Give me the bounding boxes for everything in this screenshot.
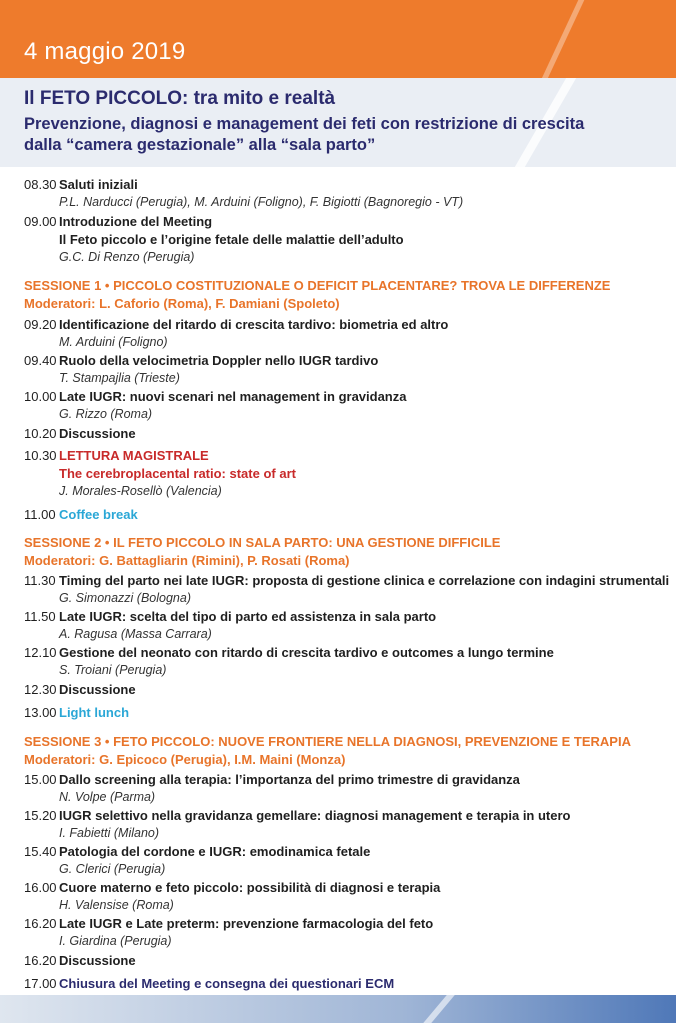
lecture-item (24, 448, 209, 463)
item-time: 13.00 (24, 705, 57, 720)
item-title: IUGR selettivo nella gravidanza gemellare: diagnosi management e terapia in utero (59, 808, 571, 823)
item-time: 16.00 (24, 880, 57, 895)
subtitle-line-1: Prevenzione, diagnosi e management dei feti con restrizione di crescita (24, 115, 585, 133)
date-banner (0, 0, 676, 78)
item-speaker: I. Fabietti (Milano) (59, 826, 160, 840)
item-title: Late IUGR: scelta del tipo di parto ed assistenza in sala parto (59, 609, 437, 624)
item-title: Late IUGR: nuovi scenari nel management in gravidanza (59, 389, 407, 404)
program-item (24, 645, 554, 660)
decorative-stripe (518, 0, 676, 78)
item-time: 16.20 (24, 953, 57, 968)
item-time: 09.40 (24, 353, 57, 368)
item-speaker: M. Arduini (Foligno) (59, 335, 168, 349)
break-label: Coffee break (59, 507, 138, 522)
item-time: 15.00 (24, 772, 57, 787)
item-title: Cuore materno e feto piccolo: possibilità di diagnosi e terapia (59, 880, 441, 895)
title-box (0, 78, 676, 167)
footer-band (0, 995, 676, 1023)
item-time: 15.40 (24, 844, 57, 859)
item-time: 09.00 (24, 214, 57, 229)
session-1-moderators: Moderatori: L. Caforio (Roma), F. Damiani (Spoleto) (24, 296, 340, 311)
item-title: Ruolo della velocimetria Doppler nello IUGR tardivo (59, 353, 379, 368)
item-time: 08.30 (24, 177, 57, 192)
item-time: 11.00 (24, 507, 56, 522)
item-time: 10.00 (24, 389, 57, 404)
program-item (24, 389, 406, 404)
item-title: Identificazione del ritardo di crescita tardivo: biometria ed altro (59, 317, 449, 332)
subtitle-line-2: dalla “camera gestazionale” alla “sala parto” (24, 136, 376, 154)
item-title: Patologia del cordone e IUGR: emodinamica fetale (59, 844, 371, 859)
item-speaker: A. Ragusa (Massa Carrara) (59, 627, 212, 641)
event-subtitle (24, 114, 584, 156)
item-time: 15.20 (24, 808, 57, 823)
item-speakers: G.C. Di Renzo (Perugia) (59, 250, 195, 264)
event-title: Il FETO PICCOLO: tra mito e realtà (24, 88, 336, 109)
program-item (24, 609, 436, 624)
program-item (24, 214, 212, 229)
break-item (24, 705, 129, 720)
item-speaker: J. Morales-Rosellò (Valencia) (59, 484, 222, 498)
program-item (24, 353, 378, 368)
item-time: 10.30 (24, 448, 57, 463)
program-item (24, 682, 136, 697)
program-item (24, 426, 136, 441)
program-item (24, 844, 370, 859)
item-title: Introduzione del Meeting (59, 214, 213, 229)
item-speaker: G. Simonazzi (Bologna) (59, 591, 192, 605)
item-title: Gestione del neonato con ritardo di crescita tardivo e outcomes a lungo termine (59, 645, 554, 660)
program-item (24, 772, 520, 787)
item-time: 10.20 (24, 426, 57, 441)
item-title: Dallo screening alla terapia: l’importanza del primo trimestre di gravidanza (59, 772, 520, 787)
break-item (24, 507, 138, 522)
item-time: 17.00 (24, 976, 57, 991)
item-time: 11.50 (24, 609, 56, 624)
session-3-moderators: Moderatori: G. Epicoco (Perugia), I.M. Maini (Monza) (24, 752, 346, 767)
break-label: Light lunch (59, 705, 130, 720)
closing-item (24, 976, 394, 991)
program-item (24, 880, 440, 895)
item-speakers: P.L. Narducci (Perugia), M. Arduini (Foligno), F. Bigiotti (Bagnoregio - VT) (59, 195, 464, 209)
program-item (24, 916, 433, 931)
item-title: Discussione (59, 953, 136, 968)
item-time: 12.30 (24, 682, 57, 697)
item-title: Late IUGR e Late preterm: prevenzione farmacologia del feto (59, 916, 434, 931)
session-1-title: SESSIONE 1 • PICCOLO COSTITUZIONALE O DEFICIT PLACENTARE? TROVA LE DIFFERENZE (24, 278, 611, 293)
session-3-title: SESSIONE 3 • FETO PICCOLO: NUOVE FRONTIERE NELLA DIAGNOSI, PREVENZIONE E TERAPIA (24, 734, 631, 749)
item-time: 09.20 (24, 317, 57, 332)
item-time: 11.30 (24, 573, 56, 588)
closing-label: Chiusura del Meeting e consegna dei questionari ECM (59, 976, 395, 991)
lecture-title: The cerebroplacental ratio: state of art (59, 466, 296, 481)
program-item (24, 953, 136, 968)
item-time: 12.10 (24, 645, 57, 660)
item-speaker: S. Troiani (Perugia) (59, 663, 167, 677)
item-time: 16.20 (24, 916, 57, 931)
lecture-label: LETTURA MAGISTRALE (59, 448, 209, 463)
event-date: 4 maggio 2019 (24, 38, 186, 65)
program-item (24, 177, 138, 192)
item-speaker: T. Stampajlia (Trieste) (59, 371, 180, 385)
item-speaker: G. Rizzo (Roma) (59, 407, 153, 421)
program-item (24, 317, 448, 332)
item-title: Discussione (59, 426, 136, 441)
item-subtitle: Il Feto piccolo e l’origine fetale delle malattie dell’adulto (59, 232, 404, 247)
session-2-title: SESSIONE 2 • IL FETO PICCOLO IN SALA PARTO: UNA GESTIONE DIFFICILE (24, 535, 501, 550)
item-speaker: I. Giardina (Perugia) (59, 934, 172, 948)
item-speaker: G. Clerici (Perugia) (59, 862, 166, 876)
item-speaker: H. Valensise (Roma) (59, 898, 174, 912)
program-item (24, 808, 570, 823)
item-title: Timing del parto nei late IUGR: proposta di gestione clinica e correlazione con indagini strumentali (59, 573, 670, 588)
program-item (24, 573, 669, 588)
item-title: Saluti iniziali (59, 177, 138, 192)
item-title: Discussione (59, 682, 136, 697)
decorative-stripe (405, 995, 663, 1023)
session-2-moderators: Moderatori: G. Battagliarin (Rimini), P. Rosati (Roma) (24, 553, 350, 568)
item-speaker: N. Volpe (Parma) (59, 790, 156, 804)
